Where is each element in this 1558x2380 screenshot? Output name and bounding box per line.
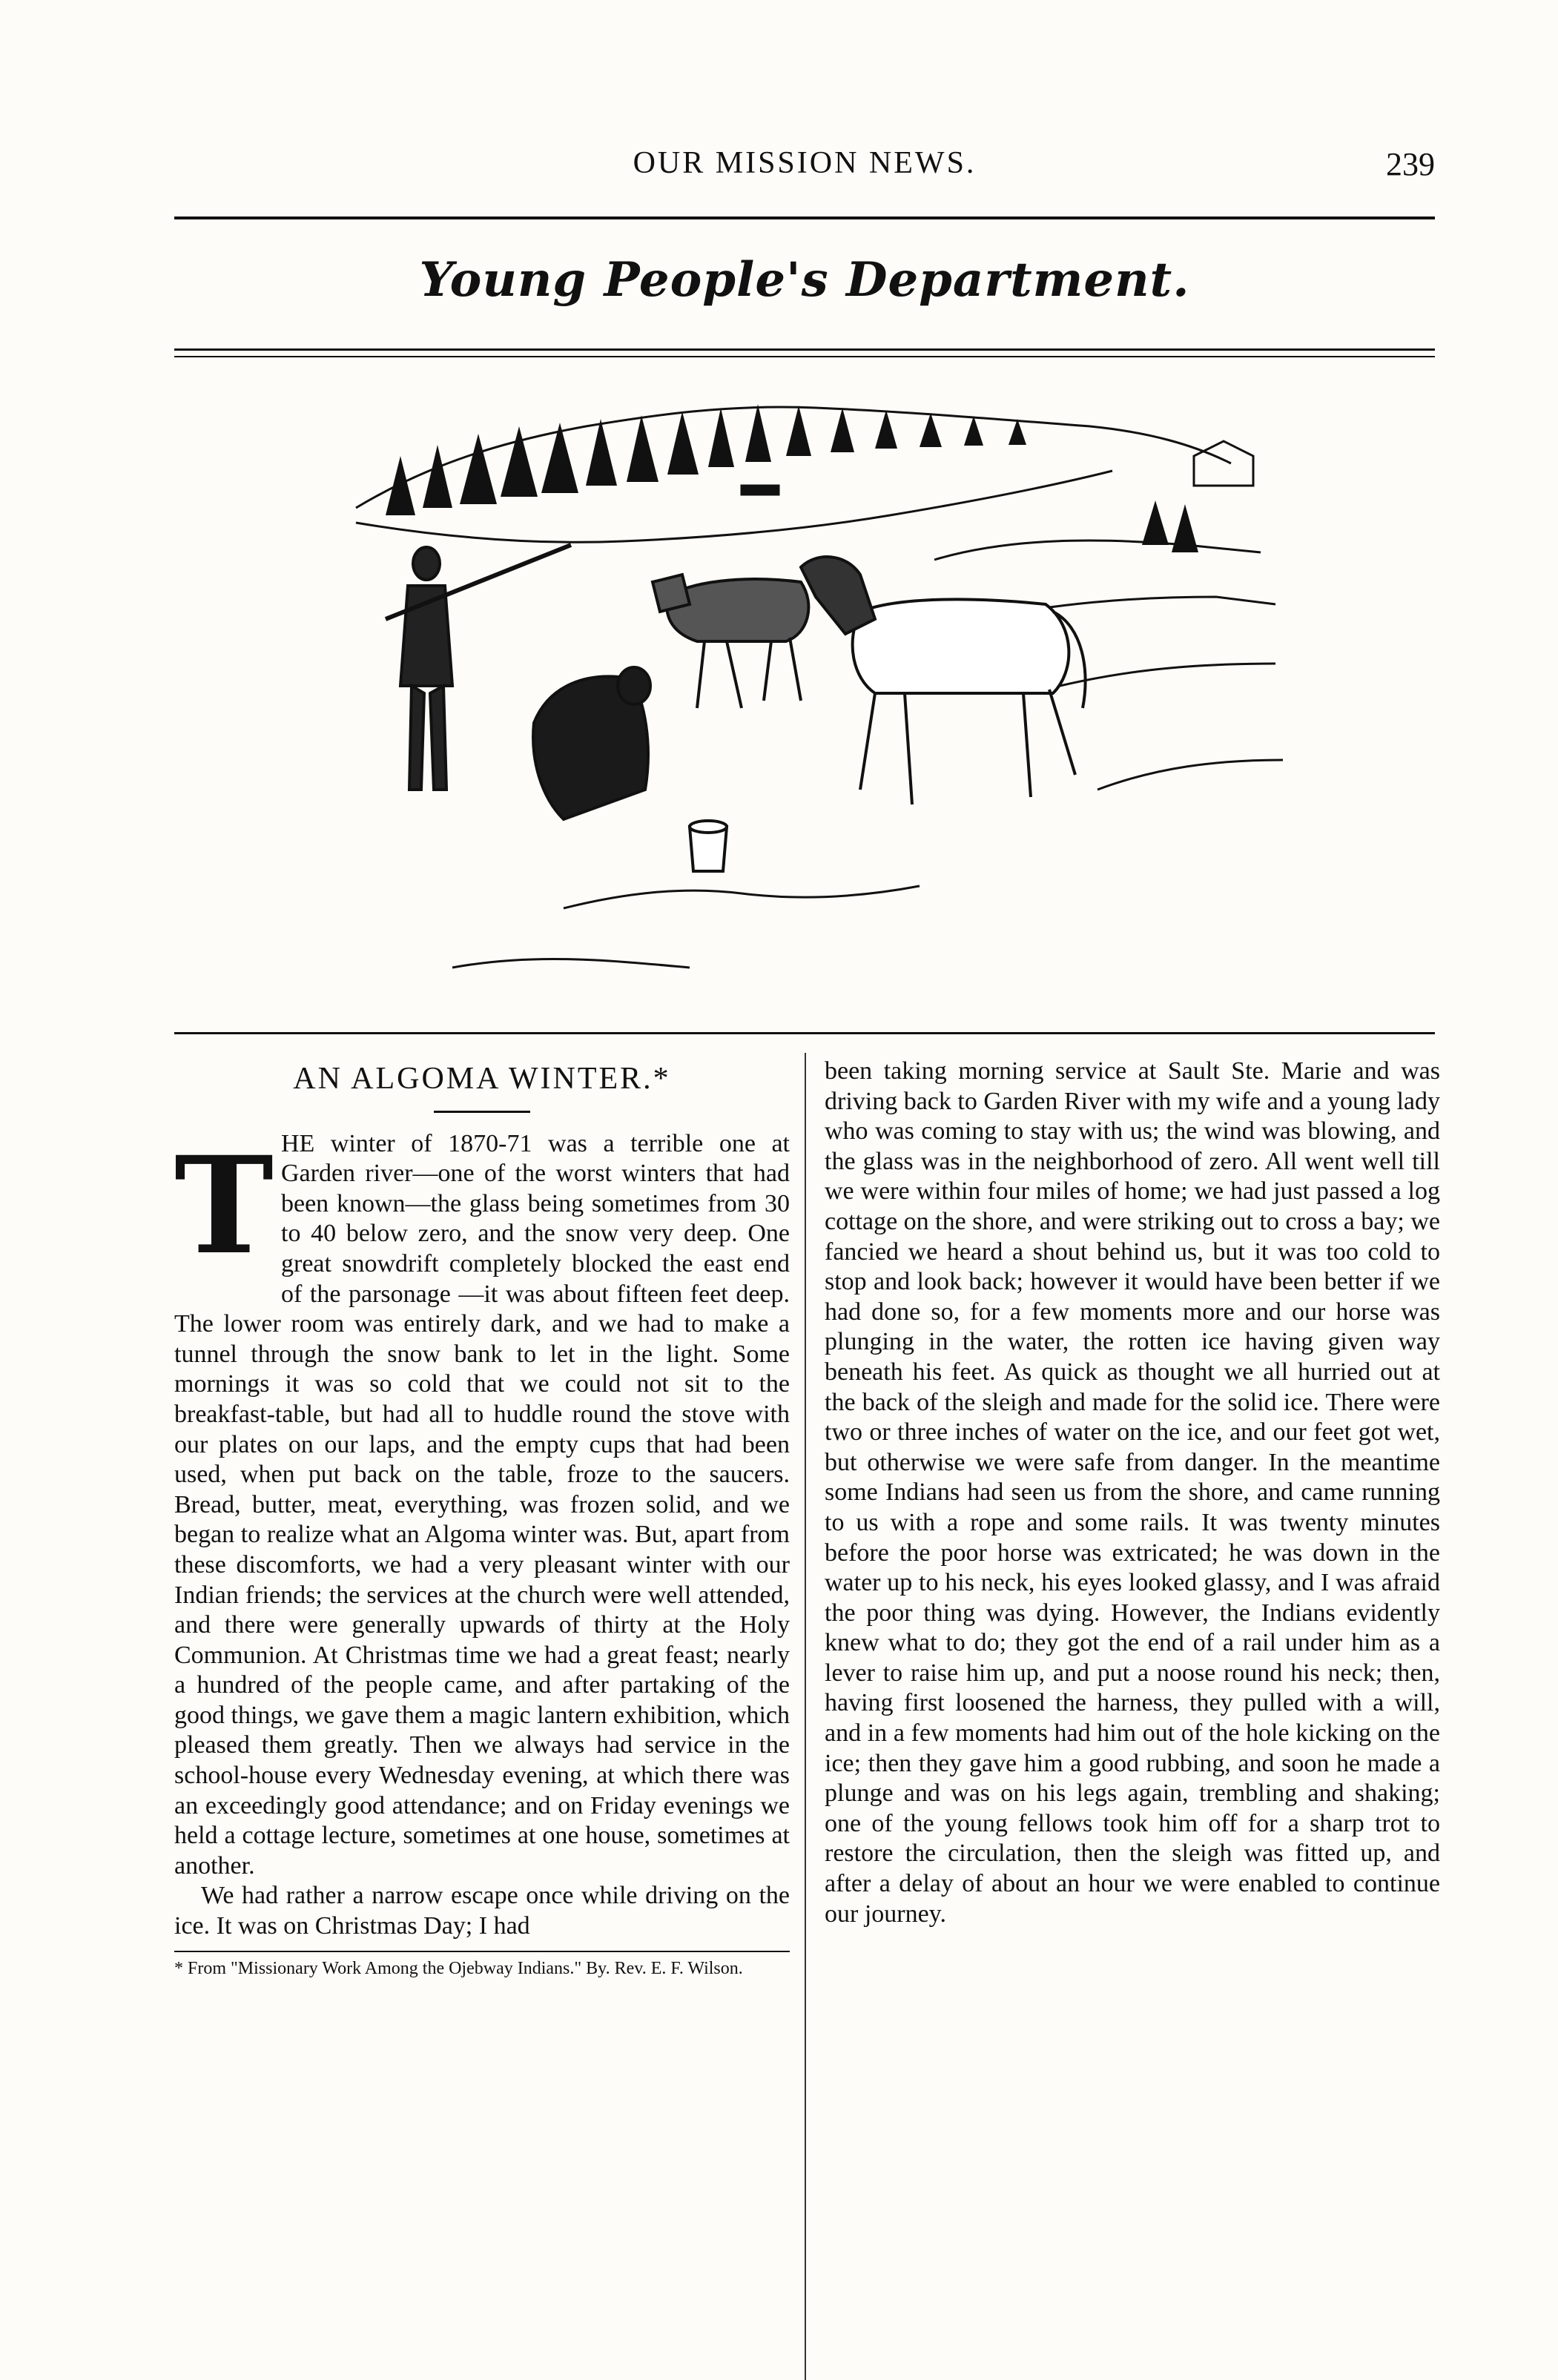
article-paragraph-2: We had rather a narrow escape once while driving on the ice. It was on Christmas Day; I had — [174, 1882, 790, 1940]
dept-rule-top — [174, 348, 1435, 351]
running-title: OUR MISSION NEWS. — [633, 146, 977, 180]
column-divider — [805, 1053, 806, 2380]
article-right-column — [825, 1057, 1440, 1929]
department-title: Young People's Department. — [419, 252, 1190, 308]
footnote: * From "Missionary Work Among the Ojebway Indians." By. Rev. E. F. Wilson. — [174, 1951, 790, 1979]
page-number: 239 — [1386, 146, 1435, 182]
title-rule — [434, 1111, 530, 1113]
drop-cap-letter: T — [174, 1127, 274, 1284]
article-paragraph-1: HE winter of 1870-71 was a terrible one at Garden river—one of the worst winters that had been known—the glass being sometimes from 30 to 40 below zero, and the snow very deep. One great snowdrift completely blocked the east end of the parsonage —it was about fifteen feet deep. The lower room was entirely dark, and we had to make a tunnel through the snow bank to let in the light. Some mornings it was so cold that we could not sit to the breakfast-table, but had all to huddle round the stove with our plates on our laps, and the empty cups that had been used, when put back on the table, froze to the saucers. Bread, butter, meat, everything, was frozen solid, and we began to realize what an Algoma winter was. But, apart from these discomforts, we had a very pleasant winter with our Indian friends; the services at the church were well attended, and there were generally upwards of thirty at the Holy Communion. At Christmas time we had a great feast; nearly a hundred of the people came, and after partaking of the good things, we gave them a magic lantern exhibition, which pleased them greatly. Then we always had service in the school-house every Wednesday evening, at which there was an exceedingly good attendance; and on Friday evenings we held a cottage lecture, sometimes at one house, sometimes at another. — [174, 1129, 790, 1880]
drop-cap — [174, 1127, 274, 1284]
header-rule — [174, 216, 1435, 219]
winter-ice-scene-illustration — [341, 374, 1298, 997]
article-paragraph-continued: been taking morning service at Sault Ste. Marie and was driving back to Garden River with my wife and a young lady who was coming to stay with us; the wind was blowing, and the glass was in the neighborhood of zero. All went well till we were within four miles of home; we had just passed a log cottage on the shore, and were striking out to cross a bay; we fancied we heard a shout behind us, but it was too cold to stop and look back; however it would have been better if we had done so, for a few moments more and our horse was plunging in the water, the rotten ice having given way beneath his feet. As quick as thought we all hurried out at the back of the sleigh and made for the solid ice. There were two or three inches of water on the ice, and our feet got wet, but otherwise we were safe from danger. In the meantime some Indians had seen us from the shore, and came running to us with a rope and some rails. It was twenty minutes before the poor horse was extricated; he was down in the water up to his neck, his eyes looked glassy, and I was afraid the poor thing was dying. However, the Indians evidently knew what to do; they got the end of a rail under him as a lever to raise him up, and put a noose round his neck; then, having first loosened the harness, they pulled with a will, and in a few moments had him out of the hole kicking on the ice; then they gave him a good rubbing, and soon he made a plunge and was on his legs again, trembling and shaking; one of the young fellows took him off for a sharp trot to restore the circulation, then the sleigh was fitted up, and after a delay of about an hour we were enabled to continue our journey. — [825, 1057, 1440, 1928]
article-title: AN ALGOMA WINTER.* — [293, 1062, 671, 1096]
illustration-rule — [174, 1032, 1435, 1034]
page-header — [174, 145, 1435, 197]
dept-rule-bottom — [174, 356, 1435, 357]
article-left-column — [174, 1057, 790, 1979]
